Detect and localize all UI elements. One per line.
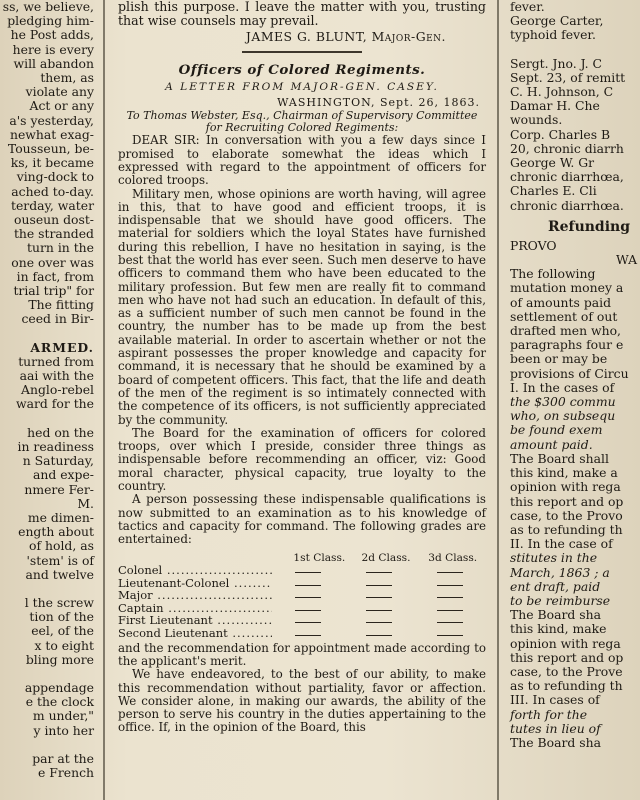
refunding-heading: Refunding [548, 218, 630, 235]
dateline: WASHINGTON, Sept. 26, 1863. [277, 95, 480, 109]
column-text-line: n Saturday, [22, 453, 94, 469]
column-text-line: The Board shall [510, 450, 609, 466]
column-text-line: e French [37, 764, 94, 780]
grade-blank [272, 593, 343, 598]
column-text-line: trial trip" for [13, 283, 94, 299]
article-subtitle: A LETTER FROM MAJOR-GEN. CASEY. [165, 80, 439, 93]
column-text-line: opinion with rega [510, 479, 621, 495]
column-text-line: as to refunding th [510, 678, 623, 694]
column-text-line: this report and op [510, 493, 624, 509]
paragraph-2: Military men, whose opinions are worth having, will agree in this, that to have good and efficient troops, it is indispensable that we should have good officers. The material for soldiers which the loyal States have furnished during this rebellion, I have no hesitation in saying, is the best that the world has ever seen. Such men deserve to have officers to command them who have been educated to the military profession. But few men are really fit to command men who have not had such an education. In default of this, as a sufficient number of such men cannot be found in the country, the number has to be made up from the best available material. In order to ascertain whether or not the aspirant possesses the proper knowledge and capacity for command, it is necessary that he should be examined by a board of competent officers. This fact, that the life and death of the men of the regiment is so intimately connected with the competence of its officers, is not sufficiently appreciated by the community. [118, 186, 486, 427]
grade-blank [343, 606, 414, 611]
column-text-line: George Carter, [510, 13, 604, 29]
grade-blank [343, 568, 414, 573]
column-text-line: chronic diarrhœa, [510, 169, 624, 185]
column-text-line: will abandon [13, 55, 94, 71]
grade-blank [415, 631, 486, 636]
column-text-line: them, as [40, 70, 94, 86]
column-text-line: here is every [12, 41, 94, 57]
column-text-line: typhoid fever. [510, 27, 596, 43]
column-text-line: tion of the [29, 609, 94, 625]
column-text-line: a's yesterday, [9, 112, 94, 128]
grade-blank [272, 568, 343, 573]
grade-blank [415, 593, 486, 598]
salutation: DEAR SIR: [132, 133, 200, 148]
column-text-line: he Post adds, [10, 27, 94, 43]
column-text-line: me dimen- [27, 509, 94, 525]
column-text-line: case, to the Prove [510, 663, 623, 679]
grade-blank [272, 618, 343, 623]
column-text-line: stitutes in the [510, 550, 598, 566]
column-text-line: ving-dock to [16, 169, 94, 185]
line-gap [0, 738, 98, 752]
grade-blank [415, 568, 486, 573]
column-text-line: the stranded [13, 226, 94, 242]
grade-blank [415, 581, 486, 586]
grade-blank [343, 631, 414, 636]
column-text-line: Tousseun, be- [7, 141, 94, 157]
column-text-line: eel, of the [31, 623, 94, 639]
blank-line [366, 635, 392, 636]
column-text-line: to be reimburse [510, 592, 611, 608]
column-text-line: and expe- [32, 467, 94, 483]
column-text-line: C. H. Johnson, C [510, 84, 614, 100]
column-text-line: the $300 commu [510, 394, 616, 410]
grade-blank [343, 581, 414, 586]
signature: JAMES G. BLUNT, Major-Gen. [245, 29, 446, 44]
column-text-line: II. In the case of [510, 536, 613, 552]
column-text-line: Damar H. Che [510, 98, 600, 114]
column-text-line: George W. Gr [510, 155, 595, 171]
paragraph-1-text: In conversation with you a few days since I promised to elaborate somewhat the ideas which I expressed with regard to the appointment of officers for colored troops. [118, 133, 486, 188]
blank-line [437, 597, 463, 598]
blank-line [437, 622, 463, 623]
class-header: 1st Class. [293, 551, 346, 564]
blank-line [437, 610, 463, 611]
grade-blank [343, 593, 414, 598]
column-text-line: hed on the [27, 424, 94, 440]
column-text-line: pledging him- [7, 13, 94, 29]
column-text-line: Charles E. Cli [510, 183, 597, 199]
column-text-line: par at the [32, 750, 94, 766]
paragraph-1 [118, 134, 486, 187]
grade-name: First Lieutenant ..... [118, 614, 272, 627]
column-text-line: wounds. [510, 112, 563, 128]
column-text-line: 20, chronic diarrh [510, 140, 624, 156]
grade-row [118, 602, 486, 615]
grade-name: Captain ..... [118, 602, 272, 615]
column-text-line: I. In the cases of [510, 379, 615, 395]
column-text-line: tutes in lieu of [510, 720, 601, 736]
column-text-line: been or may be [510, 351, 608, 367]
column-text-line: l the screw [24, 594, 94, 610]
column-text-line: paragraphs four e [510, 337, 624, 353]
column-text-line: ceed in Bir- [21, 311, 94, 327]
column-text-line: ward for the [16, 396, 94, 412]
grades-header [286, 552, 486, 565]
grades-table [118, 552, 486, 640]
column-text-line: this kind, make [510, 621, 607, 637]
column-text-line: one over was [11, 254, 94, 270]
column-text-line: of amounts paid [510, 294, 612, 310]
paragraph-4: A person possessing these indispensable qualifications is now submitted to an examination as to his knowledge of tactics and capacity for command. The following grades are entertained: [118, 492, 486, 547]
paragraph-5: and the recommendation for appointment made according to the applicant's merit. [118, 640, 486, 668]
column-text-line: chronic diarrhœa. [510, 197, 624, 213]
paragraph-3: The Board for the examination of officers for colored troops, over which I preside, consider three things as indispensable before recommending an officer, viz: Good moral character, physical capacity, true loyalty to the country. [118, 425, 486, 494]
line-gap [0, 327, 98, 341]
grade-row [118, 564, 486, 577]
column-text-line: forth for the [510, 706, 588, 722]
paragraph-6: We have endeavored, to the best of our ability, to make this recommendation without partiality, favor or affection. We consider alone, in making our awards, the ability of the person to serve his country in the duties appertaining to the office. If, in the opinion of the Board, this [118, 667, 486, 735]
column-text-line: ss, we believe, [2, 0, 94, 14]
column-text-line: in fact, from [16, 268, 94, 284]
grade-blank [272, 581, 343, 586]
grade-name: Second Lieutenant ..... [118, 627, 272, 640]
column-text-line: Sergt. Jno. J. C [510, 55, 602, 71]
column-text-line: x to eight [34, 637, 94, 653]
column-text-line: 'stem' is of [26, 552, 94, 568]
line-gap [504, 43, 640, 57]
column-text-line: who, on subsequ [510, 408, 616, 424]
blank-line [295, 610, 321, 611]
column-text-line: The Board sha [510, 734, 601, 750]
column-text-line: turned from [18, 353, 94, 369]
article [118, 62, 486, 735]
column-text-line: The Board sha [510, 607, 601, 623]
column-text-line: mutation money a [510, 280, 624, 296]
column-text-line: drafted men who, [510, 323, 621, 339]
column-text-line: m under," [32, 708, 94, 724]
class-header: 2d Class. [361, 551, 411, 564]
column-text-line: nmere Fer- [24, 481, 94, 497]
column-text-line: terday, water [10, 197, 94, 213]
column-text-line: e the clock [25, 694, 94, 710]
blank-line [366, 585, 392, 586]
blank-line [295, 635, 321, 636]
right-subline: PROVO [510, 237, 557, 253]
line-gap [0, 582, 98, 596]
column-text-line: case, to the Provo [510, 507, 623, 523]
article-title: Officers of Colored Regiments. [178, 61, 426, 78]
column-text-line: in readiness [17, 438, 94, 454]
blank-line [437, 585, 463, 586]
column-rule [103, 0, 105, 800]
grade-row [118, 577, 486, 590]
grade-name: Colonel ..... [118, 564, 272, 577]
blank-line [295, 572, 321, 573]
blank-line [437, 635, 463, 636]
previous-article-ending: plish this purpose. I leave the matter with you, trusting that wise counsels may prevail. [118, 0, 486, 28]
column-text-line: ks, it became [10, 155, 94, 171]
right-subline: WA [616, 252, 638, 268]
grade-name: Lieutenant-Colonel ..... [118, 577, 272, 590]
blank-line [295, 585, 321, 586]
line-gap [0, 412, 98, 426]
column-text-line: ARMED. [30, 339, 94, 355]
middle-column [110, 0, 492, 800]
column-text-line: of hold, as [29, 538, 94, 554]
column-text-line: provisions of Circu [510, 365, 629, 381]
blank-line [295, 622, 321, 623]
grade-row [118, 589, 486, 602]
column-text-line: settlement of out [510, 308, 618, 324]
article-divider [242, 51, 362, 53]
column-text-line: fever. [510, 0, 545, 14]
column-text-line: be found exem [510, 422, 603, 438]
column-text-line: M. [77, 495, 94, 511]
column-text-line: The fitting [28, 297, 94, 313]
column-text-line: The following [510, 266, 596, 282]
column-text-line: violate any [25, 84, 94, 100]
grade-row [118, 627, 486, 640]
column-text-line: ent draft, paid [510, 578, 601, 594]
column-text-line: as to refunding th [510, 521, 623, 537]
column-text-line: ached to-day. [11, 183, 94, 199]
blank-line [366, 610, 392, 611]
column-text-line: Corp. Charles B [510, 126, 611, 142]
column-text-line: ouseun dost- [14, 212, 94, 228]
grade-blank [343, 618, 414, 623]
column-text-line: aai with the [19, 368, 94, 384]
column-text-line: Anglo-rebel [21, 382, 94, 398]
column-text-line: and twelve [25, 566, 94, 582]
grade-blank [415, 618, 486, 623]
column-text-line: amount paid. [510, 436, 593, 452]
line-gap [0, 667, 98, 681]
blank-line [366, 572, 392, 573]
column-text-line: opinion with rega [510, 635, 621, 651]
blank-line [295, 597, 321, 598]
blank-line [437, 572, 463, 573]
column-text-line: this report and op [510, 649, 624, 665]
column-text-line: y into her [33, 722, 94, 738]
right-column [504, 0, 640, 800]
letter-address: To Thomas Webster, Esq., Chairman of Supervisory Committee for Recruiting Colored Regiments: [126, 108, 478, 134]
column-rule [497, 0, 499, 800]
blank-line [366, 597, 392, 598]
column-text-line: March, 1863 ; a [510, 564, 610, 580]
blank-line [366, 622, 392, 623]
column-text-line: Sept. 23, of remitt [510, 69, 626, 85]
grade-name: Major ..... [118, 589, 272, 602]
column-text-line: appendage [24, 679, 94, 695]
grade-blank [272, 631, 343, 636]
column-text-line: bling more [25, 651, 94, 667]
column-text-line: turn in the [27, 240, 94, 256]
grade-blank [415, 606, 486, 611]
grade-row [118, 614, 486, 627]
column-text-line: newhat exag- [9, 126, 94, 142]
column-text-line: ength about [18, 524, 94, 540]
class-header: 3d Class. [428, 551, 478, 564]
column-text-line: this kind, make a [510, 465, 618, 481]
column-text-line: Act or any [29, 98, 94, 114]
left-column [0, 0, 98, 800]
column-text-line: III. In cases of [510, 692, 600, 708]
grade-blank [272, 606, 343, 611]
